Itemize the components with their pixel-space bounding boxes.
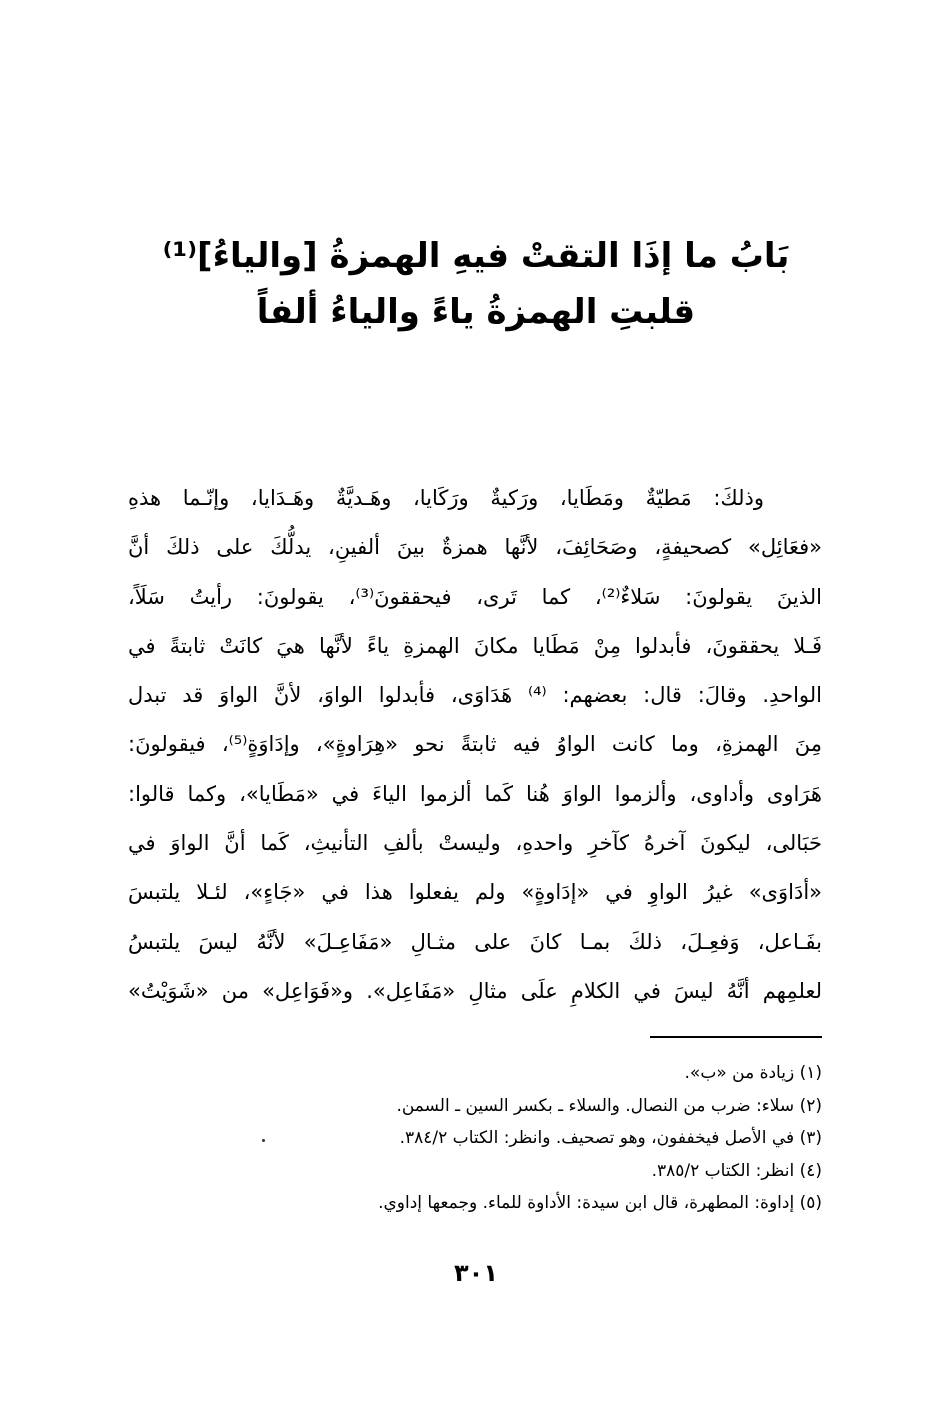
chapter-title-line-1: بَابُ ما إذَا التقتْ فيهِ الهمزةُ [والياءُ]⁽¹⁾: [162, 236, 790, 276]
body-line: «أدَاوَى» غيرُ الواوِ في «إدَاوةٍ» ولم يفعلوا هذا في «جَاءٍ»، لئـلا يلتبسَ: [128, 880, 822, 905]
body-paragraph: [128, 474, 822, 1016]
scan-speck: [262, 1139, 265, 1142]
body-line: مِنَ الهمزةِ، وما كانت الواوُ فيه ثابتةً نحو «هِرَاوةٍ»، وإدَاوَةٍ⁽⁵⁾، فيقولونَ:: [128, 732, 822, 757]
body-line: وذلكَ: مَطيّةٌ ومَطَايا، ورَكيةٌ ورَكَايا، وهَـديَّةٌ وهَـدَايا، وإنّـما هذهِ: [128, 486, 764, 510]
chapter-title-line-2: قلبتِ الهمزةُ ياءً والياءُ ألفاً: [256, 292, 696, 332]
footnote: (١) زيادة من «ب».: [684, 1063, 822, 1083]
footnote: (٣) في الأصل فيخففون، وهو تصحيف. وانظر: الكتاب ٣٨٤/٢.: [399, 1128, 822, 1148]
body-line: حَبَالى، ليكونَ آخرهُ كآخرِ واحدهِ، وليستْ بألفِ التأنيثِ، كَما أنَّ الواوَ في: [128, 831, 822, 856]
footnote: (٢) سلاء: ضرب من النصال. والسلاء ـ بكسر السين ـ السمن.: [396, 1095, 822, 1116]
chapter-title: [140, 228, 812, 340]
body-line: بفَـاعل، وَفعِـلَ، ذلكَ بمـا كانَ على مثـالِ «مَفَاعِـلَ» لأنَّهُ ليسَ يلتبسُ: [128, 929, 822, 954]
page-number: ٣٠١: [454, 1259, 498, 1287]
body-line: «فعَائِل» كصحيفةٍ، وصَحَائِفَ، لأنَّها همزةٌ بينَ ألفينِ، يدلُّكَ على ذلكَ أنَّ: [128, 535, 822, 560]
footnote-divider: [650, 1036, 822, 1038]
body-line: لعلمِهم أنَّهُ ليسَ في الكلامِ علَى مثالِ «مَفَاعِل». و«فَوَاعِل» من «شَوَيْتُ»: [128, 978, 822, 1003]
body-line: فَـلا يحققونَ، فأبدلوا مِنْ مَطَايا مكانَ الهمزةِ ياءً لأنَّها هيَ كانَتْ ثابتةً في: [128, 633, 822, 658]
footnote: (٤) انظر: الكتاب ٣٨٥/٢.: [651, 1160, 822, 1181]
body-line: الذينَ يقولونَ: سَلاءٌ⁽²⁾، كما تَرى، فيحققونَ⁽³⁾، يقولونَ: رأيتُ سَلَاً،: [128, 584, 822, 609]
footnote: (٥) إداوة: المطهرة، قال ابن سيدة: الأداوة للماء. وجمعها إداوي.: [378, 1193, 822, 1213]
footnotes: [128, 1057, 822, 1220]
body-line: الواحدِ. وقالَ: قال: بعضهم: ⁽⁴⁾ هَدَاوَى، فأبدلوا الواوَ، لأنَّ الواوَ قد تبدل: [128, 683, 822, 708]
body-line: هَرَاوى وأداوى، وألزموا الواوَ هُنا كَما ألزموا الياءَ في «مَطَايا»، وكما قالوا:: [128, 781, 822, 806]
